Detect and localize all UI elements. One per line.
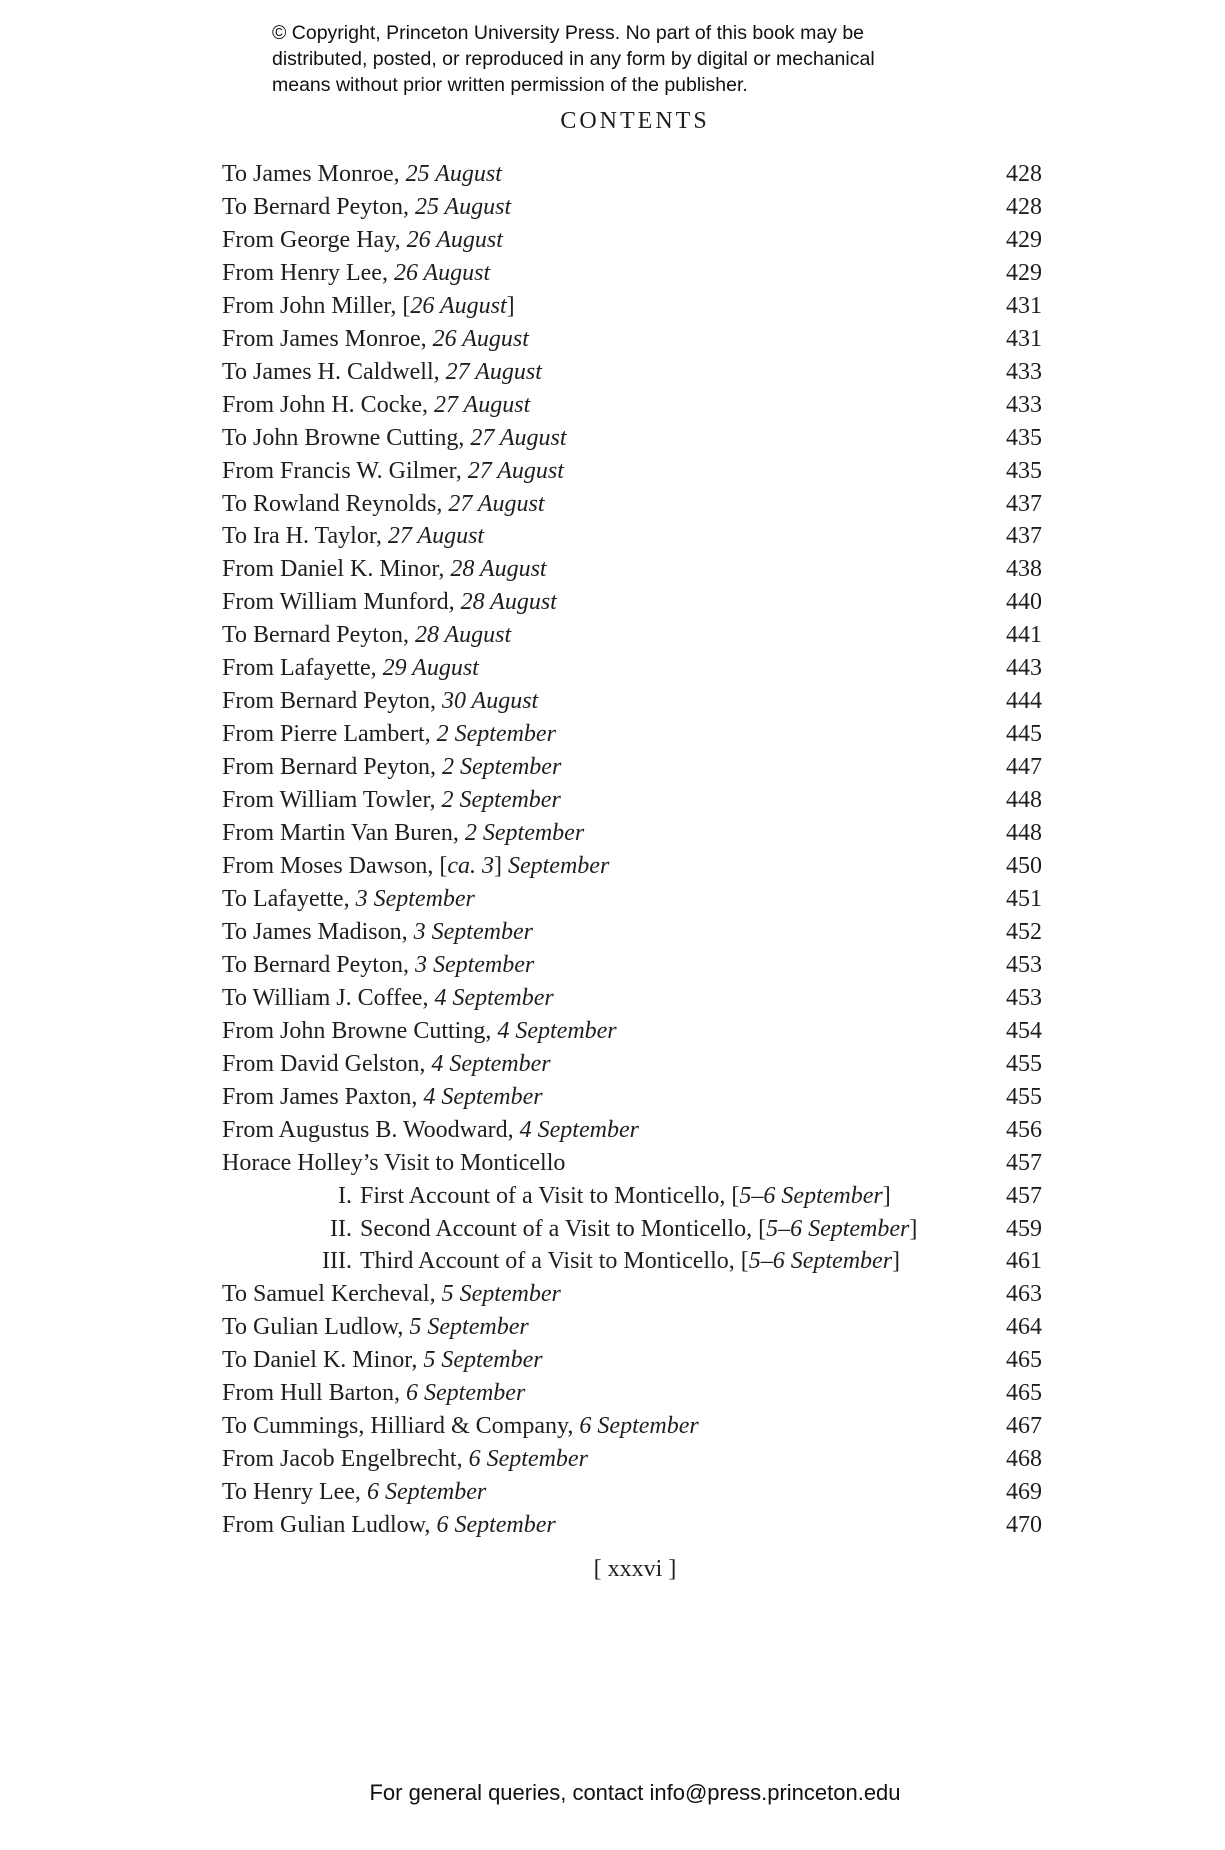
toc-entry-page: 435 bbox=[1006, 457, 1042, 484]
toc-entry-text: To Gulian Ludlow, bbox=[222, 1314, 410, 1341]
toc-entry-text: From Bernard Peyton, bbox=[222, 754, 442, 781]
toc-entry-date: September bbox=[507, 853, 610, 880]
toc-entry-date: 26 August bbox=[432, 325, 529, 352]
toc-entry bbox=[222, 422, 1042, 455]
toc-entry bbox=[222, 1344, 1042, 1377]
toc-entry-numeral: III. bbox=[322, 1248, 352, 1275]
toc-entry-date: 3 September bbox=[414, 951, 535, 978]
toc-entry-text: From Bernard Peyton, bbox=[222, 688, 442, 715]
toc-entry-page: 453 bbox=[1006, 951, 1042, 978]
toc-entry-page: 453 bbox=[1006, 984, 1042, 1011]
toc-entry-title bbox=[222, 455, 564, 488]
toc-entry-date: 27 August bbox=[467, 457, 564, 484]
toc-entry-text: To James H. Caldwell, bbox=[222, 358, 446, 385]
toc-entry-date: 25 August bbox=[405, 161, 502, 187]
copyright-notice bbox=[272, 20, 992, 98]
toc-entry-date: 6 September bbox=[436, 1512, 556, 1539]
toc-entry-text: From John Miller, [ bbox=[222, 292, 411, 319]
toc-entry-page: 428 bbox=[1006, 161, 1042, 187]
toc-entry-text: From Martin Van Buren, bbox=[222, 820, 465, 847]
toc-entry-date: 2 September bbox=[436, 721, 556, 748]
toc-entry bbox=[222, 916, 1042, 949]
toc-entry-page: 467 bbox=[1006, 1413, 1042, 1440]
toc-entry-date: ca. 3 bbox=[447, 853, 494, 880]
toc-entry-date: 3 September bbox=[355, 885, 475, 912]
toc-entry-page: 470 bbox=[1006, 1512, 1042, 1539]
toc-entry-text: From Lafayette, bbox=[222, 655, 383, 682]
toc-entry-text: Second Account of a Visit to Monticello, [ bbox=[360, 1215, 767, 1242]
toc-entry bbox=[222, 718, 1042, 751]
toc-entry-page: 437 bbox=[1006, 490, 1042, 517]
toc-entry-date: 27 August bbox=[434, 391, 531, 418]
toc-entry-page: 451 bbox=[1006, 885, 1042, 912]
toc-entry-date: 5 September bbox=[423, 1347, 543, 1374]
toc-entry-text: From David Gelston, bbox=[222, 1050, 432, 1077]
toc-entry-text: From Henry Lee, bbox=[222, 259, 394, 286]
toc-entry-title bbox=[222, 586, 557, 619]
toc-entry-title bbox=[222, 1410, 699, 1443]
toc-entry-page: 437 bbox=[1006, 523, 1042, 550]
toc-entry-page: 455 bbox=[1006, 1083, 1042, 1110]
toc-entry-date: 4 September bbox=[431, 1050, 551, 1077]
toc-entry-text: To Rowland Reynolds, bbox=[222, 490, 449, 517]
toc-entry bbox=[222, 520, 1042, 553]
toc-entry-title bbox=[222, 224, 503, 257]
toc-entry-date: 4 September bbox=[519, 1116, 639, 1143]
toc-entry-title bbox=[222, 817, 584, 850]
toc-entry-title bbox=[222, 1476, 486, 1509]
toc-entry-text: To Ira H. Taylor, bbox=[222, 523, 388, 550]
toc-entry-page: 454 bbox=[1006, 1017, 1042, 1044]
toc-entry-date: 5–6 September bbox=[739, 1182, 883, 1209]
toc-entry-page: 433 bbox=[1006, 391, 1042, 418]
toc-entry-date: 5 September bbox=[441, 1281, 561, 1308]
toc-entry bbox=[222, 1180, 1042, 1213]
toc-entry-text: From James Monroe, bbox=[222, 325, 433, 352]
toc-entry bbox=[222, 685, 1042, 718]
toc-entry-title bbox=[292, 1245, 900, 1278]
toc-entry bbox=[222, 1081, 1042, 1114]
toc-entry-page: 457 bbox=[1006, 1149, 1042, 1176]
toc-entry-title bbox=[222, 553, 547, 586]
toc-entry-page: 435 bbox=[1006, 424, 1042, 451]
copyright-line: © Copyright, Princeton University Press. No part of this book may be bbox=[272, 22, 865, 44]
toc-entry-title bbox=[222, 685, 538, 718]
toc-entry bbox=[222, 158, 1042, 191]
toc-entry-date: 28 August bbox=[460, 589, 557, 616]
toc-entry bbox=[222, 751, 1042, 784]
toc-entry-date: 25 August bbox=[414, 193, 512, 220]
toc-entry-text: From William Munford, bbox=[222, 589, 461, 616]
toc-entry-title bbox=[222, 290, 515, 323]
toc-entry bbox=[222, 817, 1042, 850]
toc-entry-title bbox=[222, 191, 511, 224]
toc-entry-date: 27 August bbox=[470, 424, 567, 451]
toc-entry bbox=[222, 224, 1042, 257]
toc-entry bbox=[222, 1311, 1042, 1344]
toc-entry bbox=[222, 1015, 1042, 1048]
toc-entry-page: 450 bbox=[1006, 853, 1042, 880]
toc-entry-title bbox=[222, 1278, 561, 1311]
toc-entry bbox=[222, 553, 1042, 586]
contents-heading: CONTENTS bbox=[560, 108, 710, 134]
toc-entry bbox=[222, 784, 1042, 817]
toc-entry-date: 27 August bbox=[445, 358, 542, 385]
toc-entry bbox=[222, 1048, 1042, 1081]
toc-entry-bracket: ] bbox=[882, 1182, 891, 1209]
toc-entry-text: From William Towler, bbox=[222, 787, 442, 814]
contact-footer: For general queries, contact info@press.princeton.edu bbox=[369, 1780, 901, 1805]
toc-entry-page: 457 bbox=[1006, 1182, 1042, 1209]
toc-entry-text: To James Monroe, bbox=[222, 161, 406, 187]
copyright-line: distributed, posted, or reproduced in any form by digital or mechanical bbox=[272, 48, 875, 70]
toc-entry-page: 463 bbox=[1006, 1281, 1042, 1308]
toc-entry-bracket: ] bbox=[506, 292, 515, 319]
toc-entry-date: 4 September bbox=[497, 1017, 617, 1044]
toc-entry bbox=[222, 982, 1042, 1015]
toc-entry-title bbox=[222, 158, 502, 191]
toc-entry-text: To Bernard Peyton, bbox=[222, 951, 415, 978]
toc-entry-text: To Lafayette, bbox=[222, 885, 356, 912]
toc-entry bbox=[222, 949, 1042, 982]
toc-entry-title bbox=[222, 257, 490, 290]
toc-entry-date: 4 September bbox=[434, 984, 554, 1011]
toc-entry-text: Horace Holley’s Visit to Monticello bbox=[222, 1149, 566, 1176]
toc-entry-page: 444 bbox=[1006, 688, 1042, 715]
toc-entry-date: 6 September bbox=[406, 1380, 526, 1407]
toc-entry bbox=[222, 883, 1042, 916]
toc-entry-text: Third Account of a Visit to Monticello, [ bbox=[360, 1248, 749, 1275]
toc-entry-page: 443 bbox=[1006, 655, 1042, 682]
toc-entry bbox=[222, 356, 1042, 389]
toc-entry bbox=[222, 488, 1042, 521]
toc-entry bbox=[222, 652, 1042, 685]
toc-entry-page: 440 bbox=[1006, 589, 1042, 616]
toc-entry-page: 429 bbox=[1006, 226, 1042, 253]
toc-entry bbox=[222, 1476, 1042, 1509]
toc-entry-numeral: I. bbox=[338, 1182, 352, 1209]
toc-entry-page: 468 bbox=[1006, 1446, 1042, 1473]
toc-entry-text: To Henry Lee, bbox=[222, 1479, 367, 1506]
toc-entry-page: 445 bbox=[1006, 721, 1042, 748]
toc-entry-page: 461 bbox=[1006, 1248, 1042, 1275]
toc-entry-text: From Jacob Engelbrecht, bbox=[222, 1446, 469, 1473]
toc-entry-text: From John Browne Cutting, bbox=[222, 1017, 498, 1044]
toc-entry-title bbox=[222, 883, 475, 916]
toc-entry-title bbox=[222, 1344, 543, 1377]
toc-entry bbox=[222, 1443, 1042, 1476]
toc-entry-title bbox=[222, 1147, 565, 1180]
toc-entry-text: From John H. Cocke, bbox=[222, 391, 434, 418]
toc-entry-title bbox=[222, 784, 561, 817]
toc-entry-page: 447 bbox=[1006, 754, 1042, 781]
toc-entry bbox=[222, 455, 1042, 488]
toc-entry-text: From Pierre Lambert, bbox=[222, 721, 437, 748]
toc-entry-page: 438 bbox=[1006, 556, 1042, 583]
toc-entry-page: 456 bbox=[1006, 1116, 1042, 1143]
toc-entry-date: 27 August bbox=[448, 490, 545, 517]
contents-list bbox=[222, 158, 1042, 1542]
toc-entry-title bbox=[222, 323, 529, 356]
toc-entry-date: 5–6 September bbox=[766, 1215, 910, 1242]
toc-entry-page: 452 bbox=[1006, 918, 1042, 945]
toc-entry-date: 26 August bbox=[393, 259, 491, 286]
toc-entry-text: To Bernard Peyton, bbox=[222, 193, 415, 220]
toc-entry-title bbox=[222, 652, 479, 685]
toc-entry-text: From James Paxton, bbox=[222, 1083, 424, 1110]
toc-entry-title bbox=[292, 1180, 891, 1213]
toc-entry-text: To John Browne Cutting, bbox=[222, 424, 471, 451]
toc-entry bbox=[222, 1377, 1042, 1410]
toc-entry-page: 469 bbox=[1006, 1479, 1042, 1506]
toc-entry-page: 431 bbox=[1006, 292, 1042, 319]
toc-entry-title bbox=[222, 1114, 639, 1147]
toc-entry bbox=[222, 389, 1042, 422]
toc-entry bbox=[222, 323, 1042, 356]
toc-entry-title bbox=[222, 520, 484, 553]
toc-entry-date: 27 August bbox=[387, 523, 485, 550]
toc-entry-page: 465 bbox=[1006, 1347, 1042, 1374]
toc-entry-title bbox=[222, 982, 554, 1015]
toc-entry-title bbox=[222, 619, 511, 652]
toc-entry bbox=[222, 1278, 1042, 1311]
toc-entry-page: 464 bbox=[1006, 1314, 1042, 1341]
toc-entry-date: 29 August bbox=[382, 655, 479, 682]
toc-entry-title bbox=[222, 422, 567, 455]
toc-entry bbox=[222, 1245, 1042, 1278]
toc-entry-text: To Bernard Peyton, bbox=[222, 622, 415, 649]
toc-entry-date: 28 August bbox=[414, 622, 512, 649]
toc-entry-date: 5 September bbox=[409, 1314, 529, 1341]
toc-entry-text: From Francis W. Gilmer, bbox=[222, 457, 468, 484]
toc-entry-date: 5–6 September bbox=[748, 1248, 893, 1275]
toc-entry bbox=[222, 290, 1042, 323]
toc-entry-title bbox=[222, 488, 545, 521]
toc-entry bbox=[222, 586, 1042, 619]
toc-entry-date: 3 September bbox=[413, 918, 533, 945]
toc-entry-text: To Daniel K. Minor, bbox=[222, 1347, 424, 1374]
toc-entry-page: 428 bbox=[1006, 193, 1042, 220]
toc-entry bbox=[222, 1509, 1042, 1542]
toc-entry-title bbox=[222, 1509, 556, 1542]
toc-entry bbox=[222, 619, 1042, 652]
toc-entry-page: 448 bbox=[1006, 820, 1042, 847]
toc-entry-title bbox=[222, 1443, 588, 1476]
toc-entry-text: From Gulian Ludlow, bbox=[222, 1512, 437, 1539]
toc-entry-numeral: II. bbox=[330, 1215, 352, 1242]
toc-entry bbox=[222, 257, 1042, 290]
toc-entry-date: 2 September bbox=[464, 820, 585, 847]
toc-entry-page: 431 bbox=[1006, 325, 1042, 352]
toc-entry-title bbox=[222, 1048, 551, 1081]
toc-entry-date: 6 September bbox=[468, 1446, 588, 1473]
toc-entry-page: 455 bbox=[1006, 1050, 1042, 1077]
toc-entry bbox=[222, 850, 1042, 883]
toc-entry-bracket: ] bbox=[892, 1248, 901, 1275]
toc-entry-title bbox=[222, 1377, 525, 1410]
toc-entry-text: From Hull Barton, bbox=[222, 1380, 406, 1407]
toc-entry-title bbox=[222, 751, 561, 784]
toc-entry-text: First Account of a Visit to Monticello, [ bbox=[360, 1182, 740, 1209]
toc-entry-text: From Daniel K. Minor, bbox=[222, 556, 451, 583]
toc-entry-title bbox=[222, 850, 609, 883]
toc-entry-text: From Moses Dawson, [ bbox=[222, 853, 448, 880]
toc-entry-title bbox=[222, 718, 556, 751]
toc-entry-date: 6 September bbox=[579, 1413, 699, 1440]
toc-entry-title bbox=[222, 1015, 617, 1048]
toc-entry-title bbox=[222, 916, 533, 949]
toc-entry-title bbox=[222, 1081, 543, 1114]
toc-entry-title bbox=[222, 1311, 529, 1344]
toc-entry-text: From George Hay, bbox=[222, 226, 407, 253]
toc-entry bbox=[222, 1147, 1042, 1180]
toc-entry-text: From Augustus B. Woodward, bbox=[222, 1116, 520, 1143]
toc-entry-text: To James Madison, bbox=[222, 918, 414, 945]
page-folio: [ xxxvi ] bbox=[593, 1556, 677, 1582]
toc-entry-date: 30 August bbox=[441, 688, 539, 715]
copyright-line: means without prior written permission of the publisher. bbox=[272, 74, 748, 96]
toc-entry-text: To Cummings, Hilliard & Company, bbox=[222, 1413, 580, 1440]
toc-entry bbox=[222, 191, 1042, 224]
toc-entry-page: 459 bbox=[1006, 1215, 1042, 1242]
toc-entry-text: To Samuel Kercheval, bbox=[222, 1281, 442, 1308]
toc-entry-date: 2 September bbox=[441, 754, 562, 781]
toc-entry-text: To William J. Coffee, bbox=[222, 984, 435, 1011]
toc-entry-bracket: ] bbox=[909, 1215, 918, 1242]
toc-entry-bracket: ] bbox=[493, 853, 508, 880]
toc-entry-title bbox=[222, 949, 534, 982]
toc-entry bbox=[222, 1213, 1042, 1246]
toc-entry-page: 465 bbox=[1006, 1380, 1042, 1407]
toc-entry-title bbox=[222, 389, 530, 422]
toc-entry bbox=[222, 1114, 1042, 1147]
toc-entry-date: 2 September bbox=[441, 787, 561, 814]
toc-entry-date: 4 September bbox=[423, 1083, 543, 1110]
toc-entry-date: 6 September bbox=[366, 1479, 487, 1506]
toc-entry-page: 441 bbox=[1006, 622, 1042, 649]
toc-entry-date: 26 August bbox=[406, 226, 503, 253]
toc-entry-page: 429 bbox=[1006, 259, 1042, 286]
toc-entry-title bbox=[292, 1213, 917, 1246]
toc-entry-title bbox=[222, 356, 542, 389]
toc-entry bbox=[222, 1410, 1042, 1443]
toc-entry-date: 26 August bbox=[410, 292, 507, 319]
toc-entry-page: 448 bbox=[1006, 787, 1042, 814]
toc-entry-date: 28 August bbox=[450, 556, 547, 583]
toc-entry-page: 433 bbox=[1006, 358, 1042, 385]
